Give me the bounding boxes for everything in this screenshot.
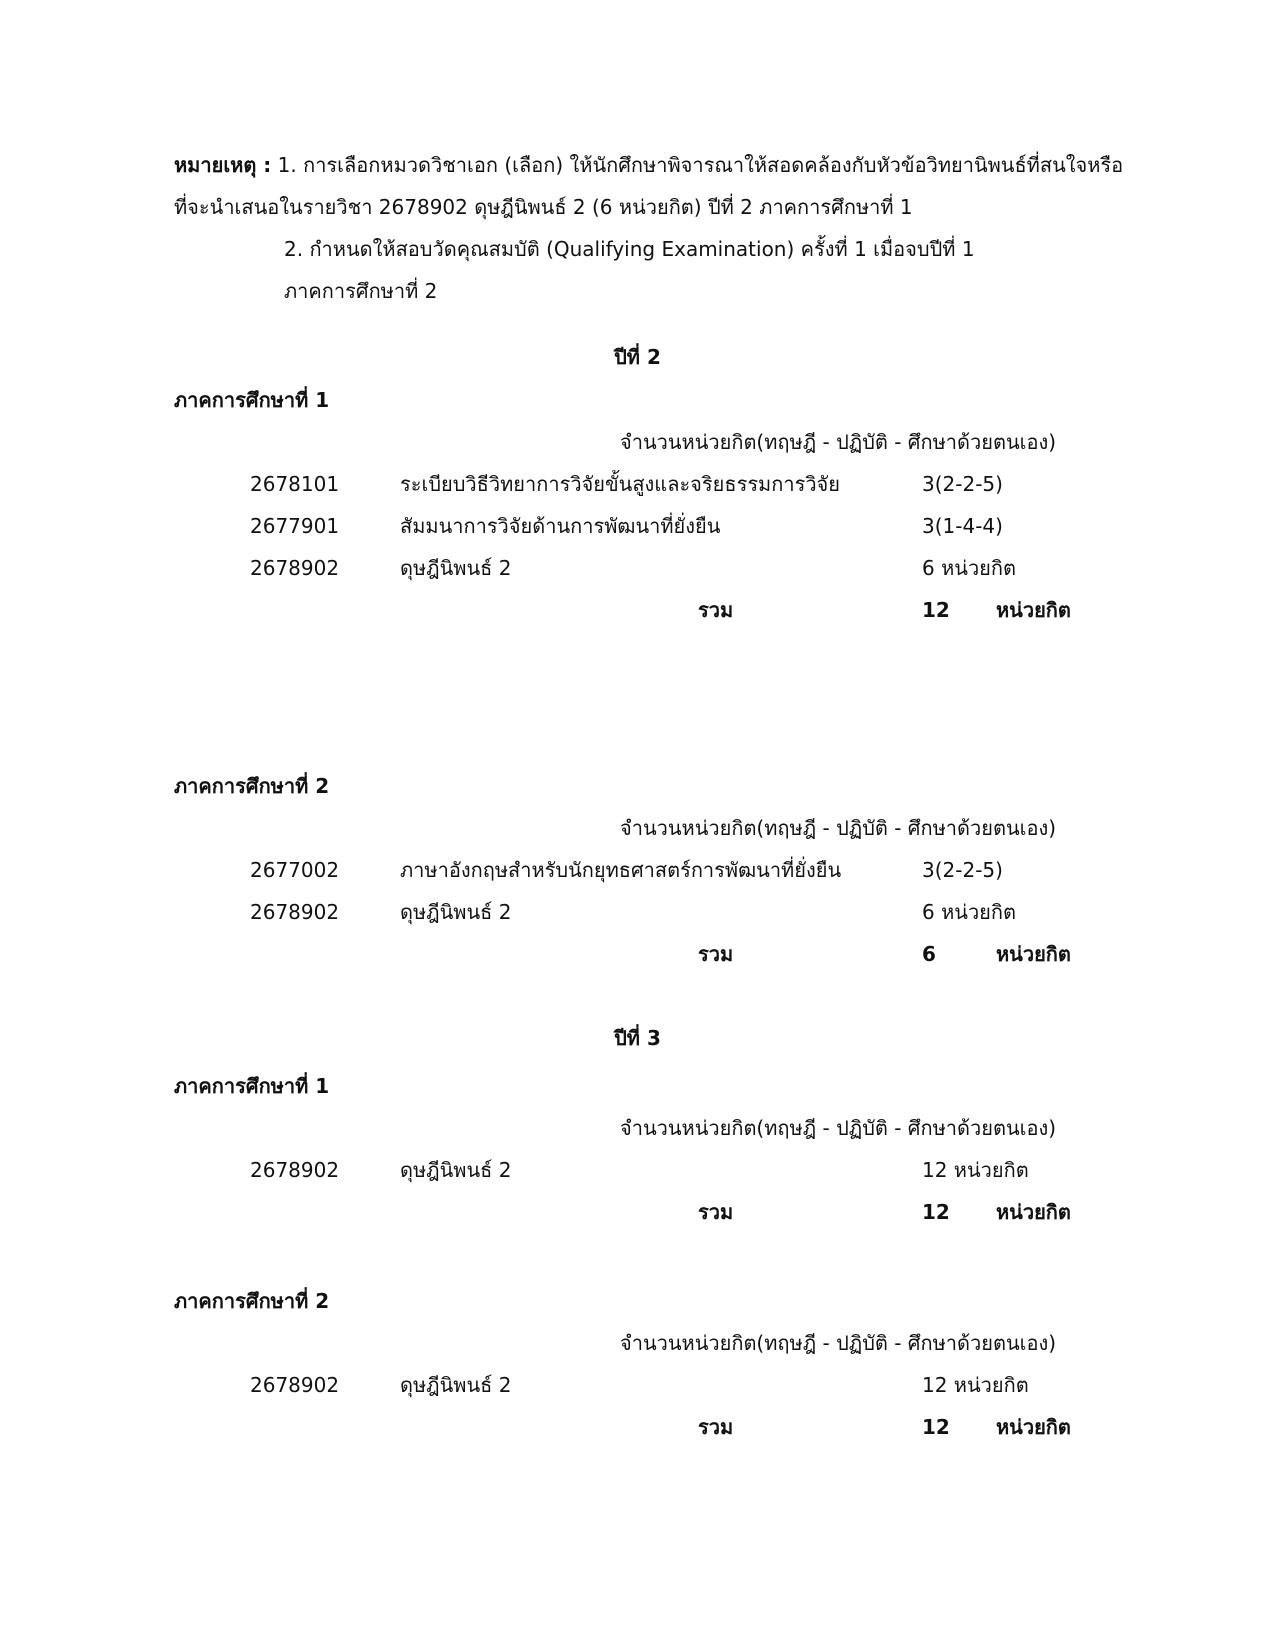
note-label: หมายเหตุ : <box>174 153 272 177</box>
course-code: 2678902 <box>250 1158 340 1182</box>
total-label: รวม <box>698 942 734 966</box>
total-label: รวม <box>698 1415 734 1439</box>
course-credits: 12 หน่วยกิต <box>922 1373 1029 1397</box>
course-credits: 12 หน่วยกิต <box>922 1158 1029 1182</box>
total-unit: หน่วยกิต <box>996 942 1071 966</box>
course-code: 2677002 <box>250 858 340 882</box>
course-code: 2678902 <box>250 900 340 924</box>
note-line-2: ที่จะนำเสนอในรายวิชา 2678902 ดุษฎีนิพนธ์ 2 (6 หน่วยกิต) ปีที่ 2 ภาคการศึกษาที่ 1 <box>174 195 913 219</box>
course-code: 2677901 <box>250 514 340 538</box>
credit-header: จำนวนหน่วยกิต(ทฤษฎี - ปฏิบัติ - ศึกษาด้วยตนเอง) <box>620 1331 1057 1355</box>
note-line-1 <box>174 155 1123 175</box>
course-name: ระเบียบวิธีวิทยาการวิจัยขั้นสูงและจริยธรรมการวิจัย <box>400 472 840 496</box>
course-credits: 3(2-2-5) <box>922 472 1003 496</box>
course-credits: 6 หน่วยกิต <box>922 900 1016 924</box>
semester-title: ภาคการศึกษาที่ 1 <box>174 388 330 412</box>
credit-header: จำนวนหน่วยกิต(ทฤษฎี - ปฏิบัติ - ศึกษาด้วยตนเอง) <box>620 1116 1057 1140</box>
note-line-4: ภาคการศึกษาที่ 2 <box>284 279 438 303</box>
total-value: 12 <box>922 598 950 622</box>
total-label: รวม <box>698 598 734 622</box>
note-line-3: 2. กำหนดให้สอบวัดคุณสมบัติ (Qualifying Examination) ครั้งที่ 1 เมื่อจบปีที่ 1 <box>284 237 975 261</box>
total-unit: หน่วยกิต <box>996 1200 1071 1224</box>
year-title: ปีที่ 3 <box>614 1026 661 1050</box>
credit-header: จำนวนหน่วยกิต(ทฤษฎี - ปฏิบัติ - ศึกษาด้วยตนเอง) <box>620 816 1057 840</box>
total-value: 6 <box>922 942 936 966</box>
note-text-1: 1. การเลือกหมวดวิชาเอก (เลือก) ให้นักศึกษาพิจารณาให้สอดคล้องกับหัวข้อวิทยานิพนธ์ที่สนใจหรือ <box>277 153 1124 177</box>
course-name: ดุษฎีนิพนธ์ 2 <box>400 556 512 580</box>
credit-header: จำนวนหน่วยกิต(ทฤษฎี - ปฏิบัติ - ศึกษาด้วยตนเอง) <box>620 430 1057 454</box>
course-name: สัมมนาการวิจัยด้านการพัฒนาที่ยั่งยืน <box>400 514 721 538</box>
course-code: 2678902 <box>250 556 340 580</box>
semester-title: ภาคการศึกษาที่ 2 <box>174 1289 330 1313</box>
year-title: ปีที่ 2 <box>614 345 661 369</box>
total-unit: หน่วยกิต <box>996 1415 1071 1439</box>
course-credits: 3(1-4-4) <box>922 514 1003 538</box>
semester-title: ภาคการศึกษาที่ 2 <box>174 774 330 798</box>
course-code: 2678902 <box>250 1373 340 1397</box>
course-name: ดุษฎีนิพนธ์ 2 <box>400 900 512 924</box>
course-name: ดุษฎีนิพนธ์ 2 <box>400 1158 512 1182</box>
course-name: ภาษาอังกฤษสำหรับนักยุทธศาสตร์การพัฒนาที่ยั่งยืน <box>400 858 842 882</box>
total-value: 12 <box>922 1415 950 1439</box>
course-credits: 6 หน่วยกิต <box>922 556 1016 580</box>
semester-title: ภาคการศึกษาที่ 1 <box>174 1074 330 1098</box>
course-code: 2678101 <box>250 472 340 496</box>
course-credits: 3(2-2-5) <box>922 858 1003 882</box>
total-value: 12 <box>922 1200 950 1224</box>
total-unit: หน่วยกิต <box>996 598 1071 622</box>
course-name: ดุษฎีนิพนธ์ 2 <box>400 1373 512 1397</box>
total-label: รวม <box>698 1200 734 1224</box>
